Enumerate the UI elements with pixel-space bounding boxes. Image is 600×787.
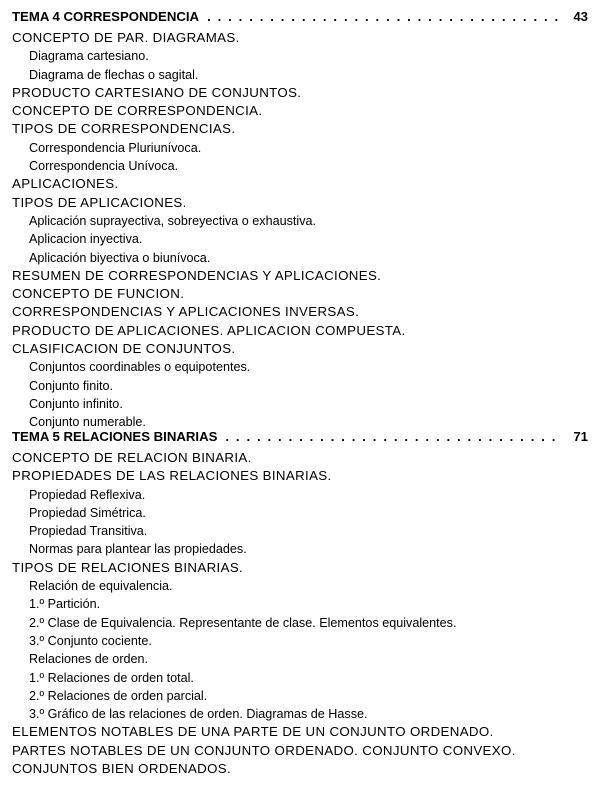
toc-entry: CONJUNTOS BIEN ORDENADOS. [12,761,232,777]
toc-entry: PRODUCTO CARTESIANO DE CONJUNTOS. [12,84,302,100]
toc-subentry: 1.º Relaciones de orden total. [29,670,194,685]
toc-subentry: 1.º Partición. [29,597,101,612]
toc-subentry: Conjuntos coordinables o equipotentes. [29,360,251,375]
toc-section-tema-4 [12,9,588,432]
toc-section-tema-5 [12,429,588,778]
toc-subentry: Diagrama de flechas o sagital. [29,67,199,82]
toc-subentry: Correspondencia Unívoca. [29,159,179,174]
toc-subentry: 2.º Clase de Equivalencia. Representante de clase. Elementos equivalentes. [29,615,457,630]
toc-entry: ELEMENTOS NOTABLES DE UNA PARTE DE UN CONJUNTO ORDENADO. [12,724,494,740]
toc-subentry: Propiedad Reflexiva. [29,487,146,502]
toc-entry: TIPOS DE APLICACIONES. [12,194,187,210]
toc-subentry: Diagrama cartesiano. [29,49,149,64]
toc-subentry: Aplicación biyectiva o biunívoca. [29,250,211,265]
toc-entry: PARTES NOTABLES DE UN CONJUNTO ORDENADO. CONJUNTO CONVEXO. [12,742,516,758]
toc-entry: CONCEPTO DE CORRESPONDENCIA. [12,103,263,119]
toc-subentry: Relación de equivalencia. [29,579,173,594]
toc-entry: CONCEPTO DE PAR. DIAGRAMAS. [12,30,240,45]
toc-subentry: 2.º Relaciones de orden parcial. [29,688,208,703]
toc-subentry: Conjunto infinito. [29,396,123,411]
toc-subentry: Aplicacion inyectiva. [29,232,143,247]
section-heading [12,429,588,449]
toc-entry: CLASIFICACION DE CONJUNTOS. [12,341,236,357]
toc-subentry: Propiedad Simétrica. [29,505,146,520]
toc-entry: TIPOS DE RELACIONES BINARIAS. [12,559,244,575]
toc-entry: CORRESPONDENCIAS Y APLICACIONES INVERSAS. [12,304,360,320]
toc-entry: PROPIEDADES DE LAS RELACIONES BINARIAS. [12,468,332,484]
toc-entry: APLICACIONES. [12,176,119,192]
toc-entry: PRODUCTO DE APLICACIONES. APLICACION COMPUESTA. [12,322,406,338]
section-heading [12,9,588,29]
toc-subentry: 3.º Conjunto cociente. [29,633,152,648]
toc-entry: RESUMEN DE CORRESPONDENCIAS Y APLICACIONES. [12,267,382,283]
toc-subentry: Normas para plantear las propiedades. [29,542,247,557]
section-page-number: 43 [573,9,588,24]
toc-entry: TIPOS DE CORRESPONDENCIAS. [12,121,236,137]
section-lines [12,29,588,432]
toc-subentry: Conjunto finito. [29,378,114,393]
toc-subentry: Propiedad Transitiva. [29,524,148,539]
dot-leader [225,429,560,444]
toc-subentry: Relaciones de orden. [29,652,149,667]
section-title: TEMA 5 RELACIONES BINARIAS [12,429,218,444]
toc-subentry: Correspondencia Pluriunívoca. [29,140,202,155]
toc-subentry: 3.º Gráfico de las relaciones de orden. Diagramas de Hasse. [29,707,368,722]
section-page-number: 71 [573,429,588,444]
toc-subentry: Aplicación suprayectiva, sobreyectiva o exhaustiva. [29,213,317,228]
dot-leader [207,9,560,24]
toc-subentry: Conjunto numerable. [29,415,146,430]
section-title: TEMA 4 CORRESPONDENCIA [12,9,200,24]
toc-entry: CONCEPTO DE FUNCION. [12,286,185,302]
section-lines [12,449,588,778]
toc-entry: CONCEPTO DE RELACION BINARIA. [12,450,252,465]
